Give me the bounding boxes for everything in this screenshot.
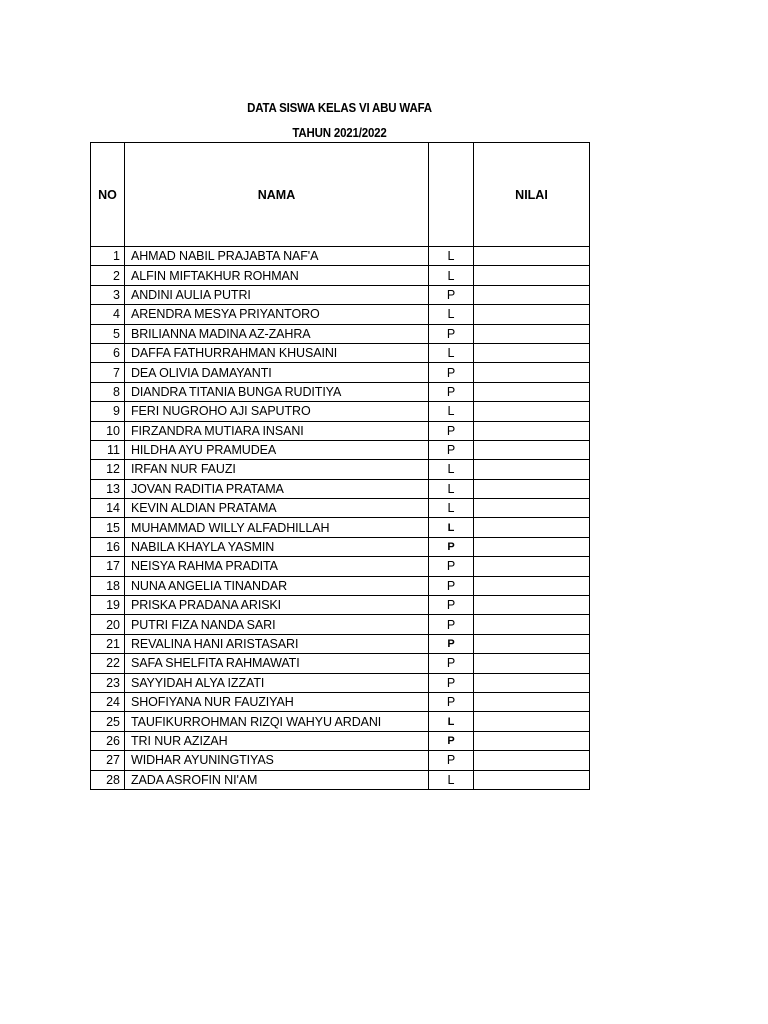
student-name: WIDHAR AYUNINGTIYAS bbox=[125, 751, 429, 770]
table-row bbox=[91, 654, 590, 673]
student-gender: P bbox=[429, 654, 474, 673]
table-row bbox=[91, 382, 590, 401]
header-name: NAMA bbox=[125, 143, 429, 247]
row-number: 11 bbox=[91, 440, 125, 459]
student-name: DIANDRA TITANIA BUNGA RUDITIYA bbox=[125, 382, 429, 401]
row-number: 16 bbox=[91, 537, 125, 556]
row-number: 10 bbox=[91, 421, 125, 440]
table-body bbox=[91, 247, 590, 790]
student-score bbox=[474, 440, 590, 459]
table-row bbox=[91, 712, 590, 731]
student-score bbox=[474, 692, 590, 711]
row-number: 21 bbox=[91, 634, 125, 653]
student-gender: P bbox=[429, 440, 474, 459]
student-name: REVALINA HANI ARISTASARI bbox=[125, 634, 429, 653]
student-score bbox=[474, 576, 590, 595]
student-table bbox=[90, 142, 590, 790]
student-name: PRISKA PRADANA ARISKI bbox=[125, 596, 429, 615]
student-gender: L bbox=[429, 479, 474, 498]
row-number: 25 bbox=[91, 712, 125, 731]
row-number: 8 bbox=[91, 382, 125, 401]
student-gender: P bbox=[429, 673, 474, 692]
student-score bbox=[474, 499, 590, 518]
table-row bbox=[91, 460, 590, 479]
table-row bbox=[91, 479, 590, 498]
row-number: 26 bbox=[91, 731, 125, 750]
row-number: 2 bbox=[91, 266, 125, 285]
student-gender: P bbox=[429, 285, 474, 304]
row-number: 27 bbox=[91, 751, 125, 770]
student-score bbox=[474, 247, 590, 266]
student-gender: P bbox=[429, 421, 474, 440]
student-score bbox=[474, 285, 590, 304]
student-gender: L bbox=[429, 460, 474, 479]
row-number: 23 bbox=[91, 673, 125, 692]
table-row bbox=[91, 576, 590, 595]
table-row bbox=[91, 537, 590, 556]
header-no: NO bbox=[91, 143, 125, 247]
student-name: NABILA KHAYLA YASMIN bbox=[125, 537, 429, 556]
row-number: 12 bbox=[91, 460, 125, 479]
student-name: AHMAD NABIL PRAJABTA NAF'A bbox=[125, 247, 429, 266]
student-gender: L bbox=[429, 247, 474, 266]
table-row bbox=[91, 615, 590, 634]
student-gender: L bbox=[429, 712, 474, 731]
student-name: FERI NUGROHO AJI SAPUTRO bbox=[125, 402, 429, 421]
table-row bbox=[91, 673, 590, 692]
row-number: 20 bbox=[91, 615, 125, 634]
row-number: 6 bbox=[91, 343, 125, 362]
row-number: 5 bbox=[91, 324, 125, 343]
header-score: NILAI bbox=[474, 143, 590, 247]
student-score bbox=[474, 363, 590, 382]
table-row bbox=[91, 499, 590, 518]
student-gender: L bbox=[429, 499, 474, 518]
student-score bbox=[474, 770, 590, 789]
row-number: 24 bbox=[91, 692, 125, 711]
student-score bbox=[474, 731, 590, 750]
student-gender: P bbox=[429, 692, 474, 711]
student-gender: L bbox=[429, 343, 474, 362]
table-row bbox=[91, 285, 590, 304]
student-name: JOVAN RADITIA PRATAMA bbox=[125, 479, 429, 498]
table-row bbox=[91, 634, 590, 653]
student-name: TRI NUR AZIZAH bbox=[125, 731, 429, 750]
student-name: ALFIN MIFTAKHUR ROHMAN bbox=[125, 266, 429, 285]
student-gender: P bbox=[429, 382, 474, 401]
table-row bbox=[91, 692, 590, 711]
student-gender: L bbox=[429, 402, 474, 421]
student-score bbox=[474, 343, 590, 362]
student-score bbox=[474, 751, 590, 770]
table-row bbox=[91, 421, 590, 440]
student-gender: P bbox=[429, 324, 474, 343]
student-score bbox=[474, 673, 590, 692]
student-score bbox=[474, 479, 590, 498]
student-score bbox=[474, 557, 590, 576]
table-row bbox=[91, 266, 590, 285]
student-name: SAYYIDAH ALYA IZZATI bbox=[125, 673, 429, 692]
table-row bbox=[91, 751, 590, 770]
student-name: NUNA ANGELIA TINANDAR bbox=[125, 576, 429, 595]
student-name: PUTRI FIZA NANDA SARI bbox=[125, 615, 429, 634]
student-name: HILDHA AYU PRAMUDEA bbox=[125, 440, 429, 459]
row-number: 15 bbox=[91, 518, 125, 537]
student-score bbox=[474, 537, 590, 556]
student-gender: L bbox=[429, 266, 474, 285]
row-number: 13 bbox=[91, 479, 125, 498]
table-header-row bbox=[91, 143, 590, 247]
row-number: 7 bbox=[91, 363, 125, 382]
row-number: 28 bbox=[91, 770, 125, 789]
table-row bbox=[91, 596, 590, 615]
student-name: IRFAN NUR FAUZI bbox=[125, 460, 429, 479]
student-gender: P bbox=[429, 363, 474, 382]
row-number: 4 bbox=[91, 305, 125, 324]
student-gender: L bbox=[429, 770, 474, 789]
student-gender: P bbox=[429, 576, 474, 595]
row-number: 17 bbox=[91, 557, 125, 576]
student-gender: P bbox=[429, 731, 474, 750]
table-row bbox=[91, 731, 590, 750]
student-score bbox=[474, 305, 590, 324]
student-gender: L bbox=[429, 518, 474, 537]
document-title: DATA SISWA KELAS VI ABU WAFA bbox=[247, 101, 432, 115]
student-name: KEVIN ALDIAN PRATAMA bbox=[125, 499, 429, 518]
table-row bbox=[91, 363, 590, 382]
student-name: TAUFIKURROHMAN RIZQI WAHYU ARDANI bbox=[125, 712, 429, 731]
row-number: 19 bbox=[91, 596, 125, 615]
student-score bbox=[474, 382, 590, 401]
header-gender bbox=[429, 143, 474, 247]
table-row bbox=[91, 440, 590, 459]
document-subtitle: TAHUN 2021/2022 bbox=[292, 126, 387, 140]
table-row bbox=[91, 324, 590, 343]
table-row bbox=[91, 343, 590, 362]
student-score bbox=[474, 266, 590, 285]
student-name: MUHAMMAD WILLY ALFADHILLAH bbox=[125, 518, 429, 537]
table-row bbox=[91, 518, 590, 537]
student-score bbox=[474, 615, 590, 634]
student-gender: P bbox=[429, 557, 474, 576]
student-name: DEA OLIVIA DAMAYANTI bbox=[125, 363, 429, 382]
student-name: SHOFIYANA NUR FAUZIYAH bbox=[125, 692, 429, 711]
student-name: BRILIANNA MADINA AZ-ZAHRA bbox=[125, 324, 429, 343]
row-number: 14 bbox=[91, 499, 125, 518]
table-row bbox=[91, 247, 590, 266]
table-row bbox=[91, 402, 590, 421]
student-gender: P bbox=[429, 615, 474, 634]
student-name: NEISYA RAHMA PRADITA bbox=[125, 557, 429, 576]
student-score bbox=[474, 460, 590, 479]
student-gender: P bbox=[429, 596, 474, 615]
student-name: SAFA SHELFITA RAHMAWATI bbox=[125, 654, 429, 673]
student-score bbox=[474, 421, 590, 440]
student-score bbox=[474, 654, 590, 673]
student-gender: P bbox=[429, 751, 474, 770]
table-row bbox=[91, 770, 590, 789]
student-gender: L bbox=[429, 305, 474, 324]
table-row bbox=[91, 557, 590, 576]
student-name: FIRZANDRA MUTIARA INSANI bbox=[125, 421, 429, 440]
table-row bbox=[91, 305, 590, 324]
student-score bbox=[474, 518, 590, 537]
student-score bbox=[474, 634, 590, 653]
student-name: ANDINI AULIA PUTRI bbox=[125, 285, 429, 304]
student-gender: P bbox=[429, 634, 474, 653]
student-name: ARENDRA MESYA PRIYANTORO bbox=[125, 305, 429, 324]
student-score bbox=[474, 596, 590, 615]
student-score bbox=[474, 712, 590, 731]
student-gender: P bbox=[429, 537, 474, 556]
student-name: ZADA ASROFIN NI'AM bbox=[125, 770, 429, 789]
row-number: 9 bbox=[91, 402, 125, 421]
row-number: 3 bbox=[91, 285, 125, 304]
row-number: 22 bbox=[91, 654, 125, 673]
student-score bbox=[474, 324, 590, 343]
row-number: 1 bbox=[91, 247, 125, 266]
row-number: 18 bbox=[91, 576, 125, 595]
student-score bbox=[474, 402, 590, 421]
student-name: DAFFA FATHURRAHMAN KHUSAINI bbox=[125, 343, 429, 362]
